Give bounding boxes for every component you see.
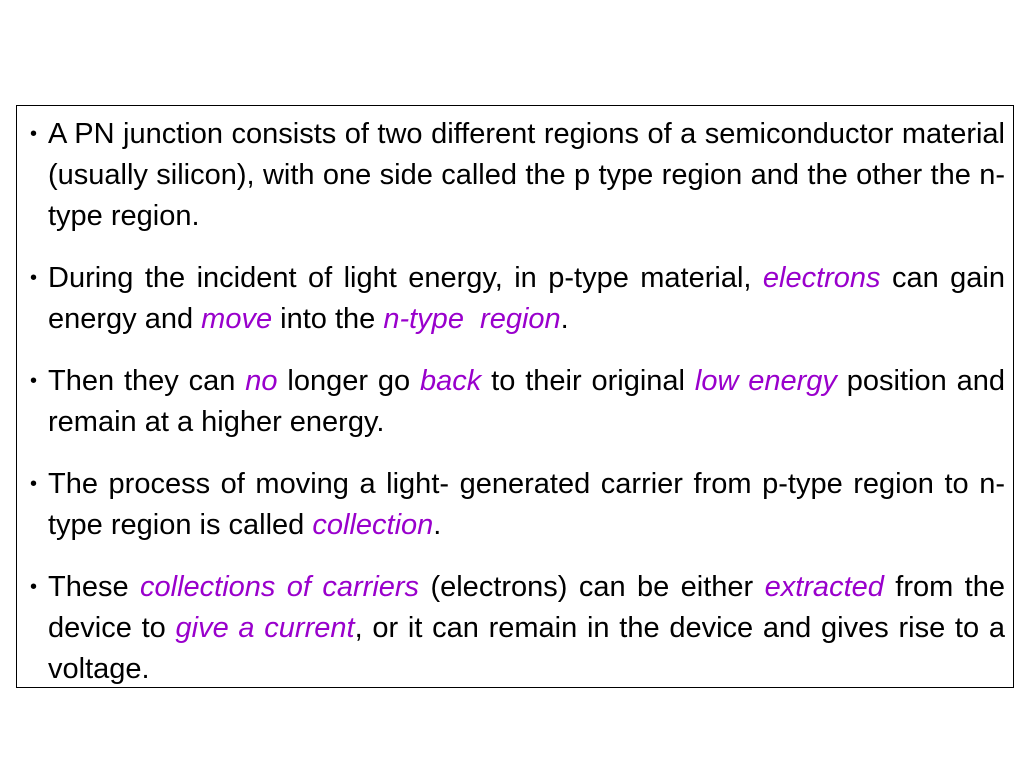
bullet-text: A PN junction consists of two different regions of a semiconductor material (usually silicon), with one side called the p type region and the other the n-type region.: [48, 118, 1005, 232]
bullet-dot-icon: •: [30, 123, 38, 145]
highlighted-term: give a current: [175, 612, 355, 644]
bullet-text: .: [433, 509, 442, 541]
bullet-dot-icon: •: [30, 370, 38, 392]
highlighted-term: collections of carriers: [140, 571, 420, 603]
highlighted-term: low energy: [694, 365, 837, 397]
bullet-item: [17, 114, 1005, 237]
bullet-text: .: [560, 303, 569, 335]
bullet-text: position and remain at a higher energy.: [48, 365, 1006, 438]
bullet-item: [17, 464, 1005, 546]
highlighted-term: collection: [312, 509, 434, 541]
bullet-text: from the device to: [48, 571, 1005, 644]
bullet-text: These: [48, 571, 140, 603]
highlighted-term: extracted: [764, 571, 884, 603]
bullet-dot-icon: •: [30, 473, 38, 495]
bullet-text: , or it can remain in the device and gives rise to a voltage.: [48, 612, 1005, 685]
highlighted-term: move: [201, 303, 273, 335]
bullet-item: [17, 567, 1005, 690]
bullet-text: (electrons) can be either: [419, 571, 765, 603]
content-box: [16, 105, 1014, 688]
highlighted-term: electrons: [762, 262, 881, 294]
highlighted-term: no: [245, 365, 278, 397]
bullet-text: can gain energy and: [48, 262, 1006, 335]
bullet-dot-icon: •: [30, 267, 38, 289]
bullet-text: to their original: [481, 365, 695, 397]
bullet-text: The process of moving a light- generated carrier from p-type region to n-type region is called: [48, 468, 1005, 541]
bullet-dot-icon: •: [30, 576, 38, 598]
bullet-text: longer go: [277, 365, 421, 397]
highlighted-term: n-type region: [383, 303, 561, 335]
bullet-text: Then they can: [48, 365, 246, 397]
bullet-text: into the: [272, 303, 384, 335]
bullet-text: During the incident of light energy, in p-type material,: [48, 262, 763, 294]
bullet-item: [17, 361, 1005, 443]
bullet-list: [17, 114, 1005, 690]
highlighted-term: back: [420, 365, 482, 397]
bullet-item: [17, 258, 1005, 340]
